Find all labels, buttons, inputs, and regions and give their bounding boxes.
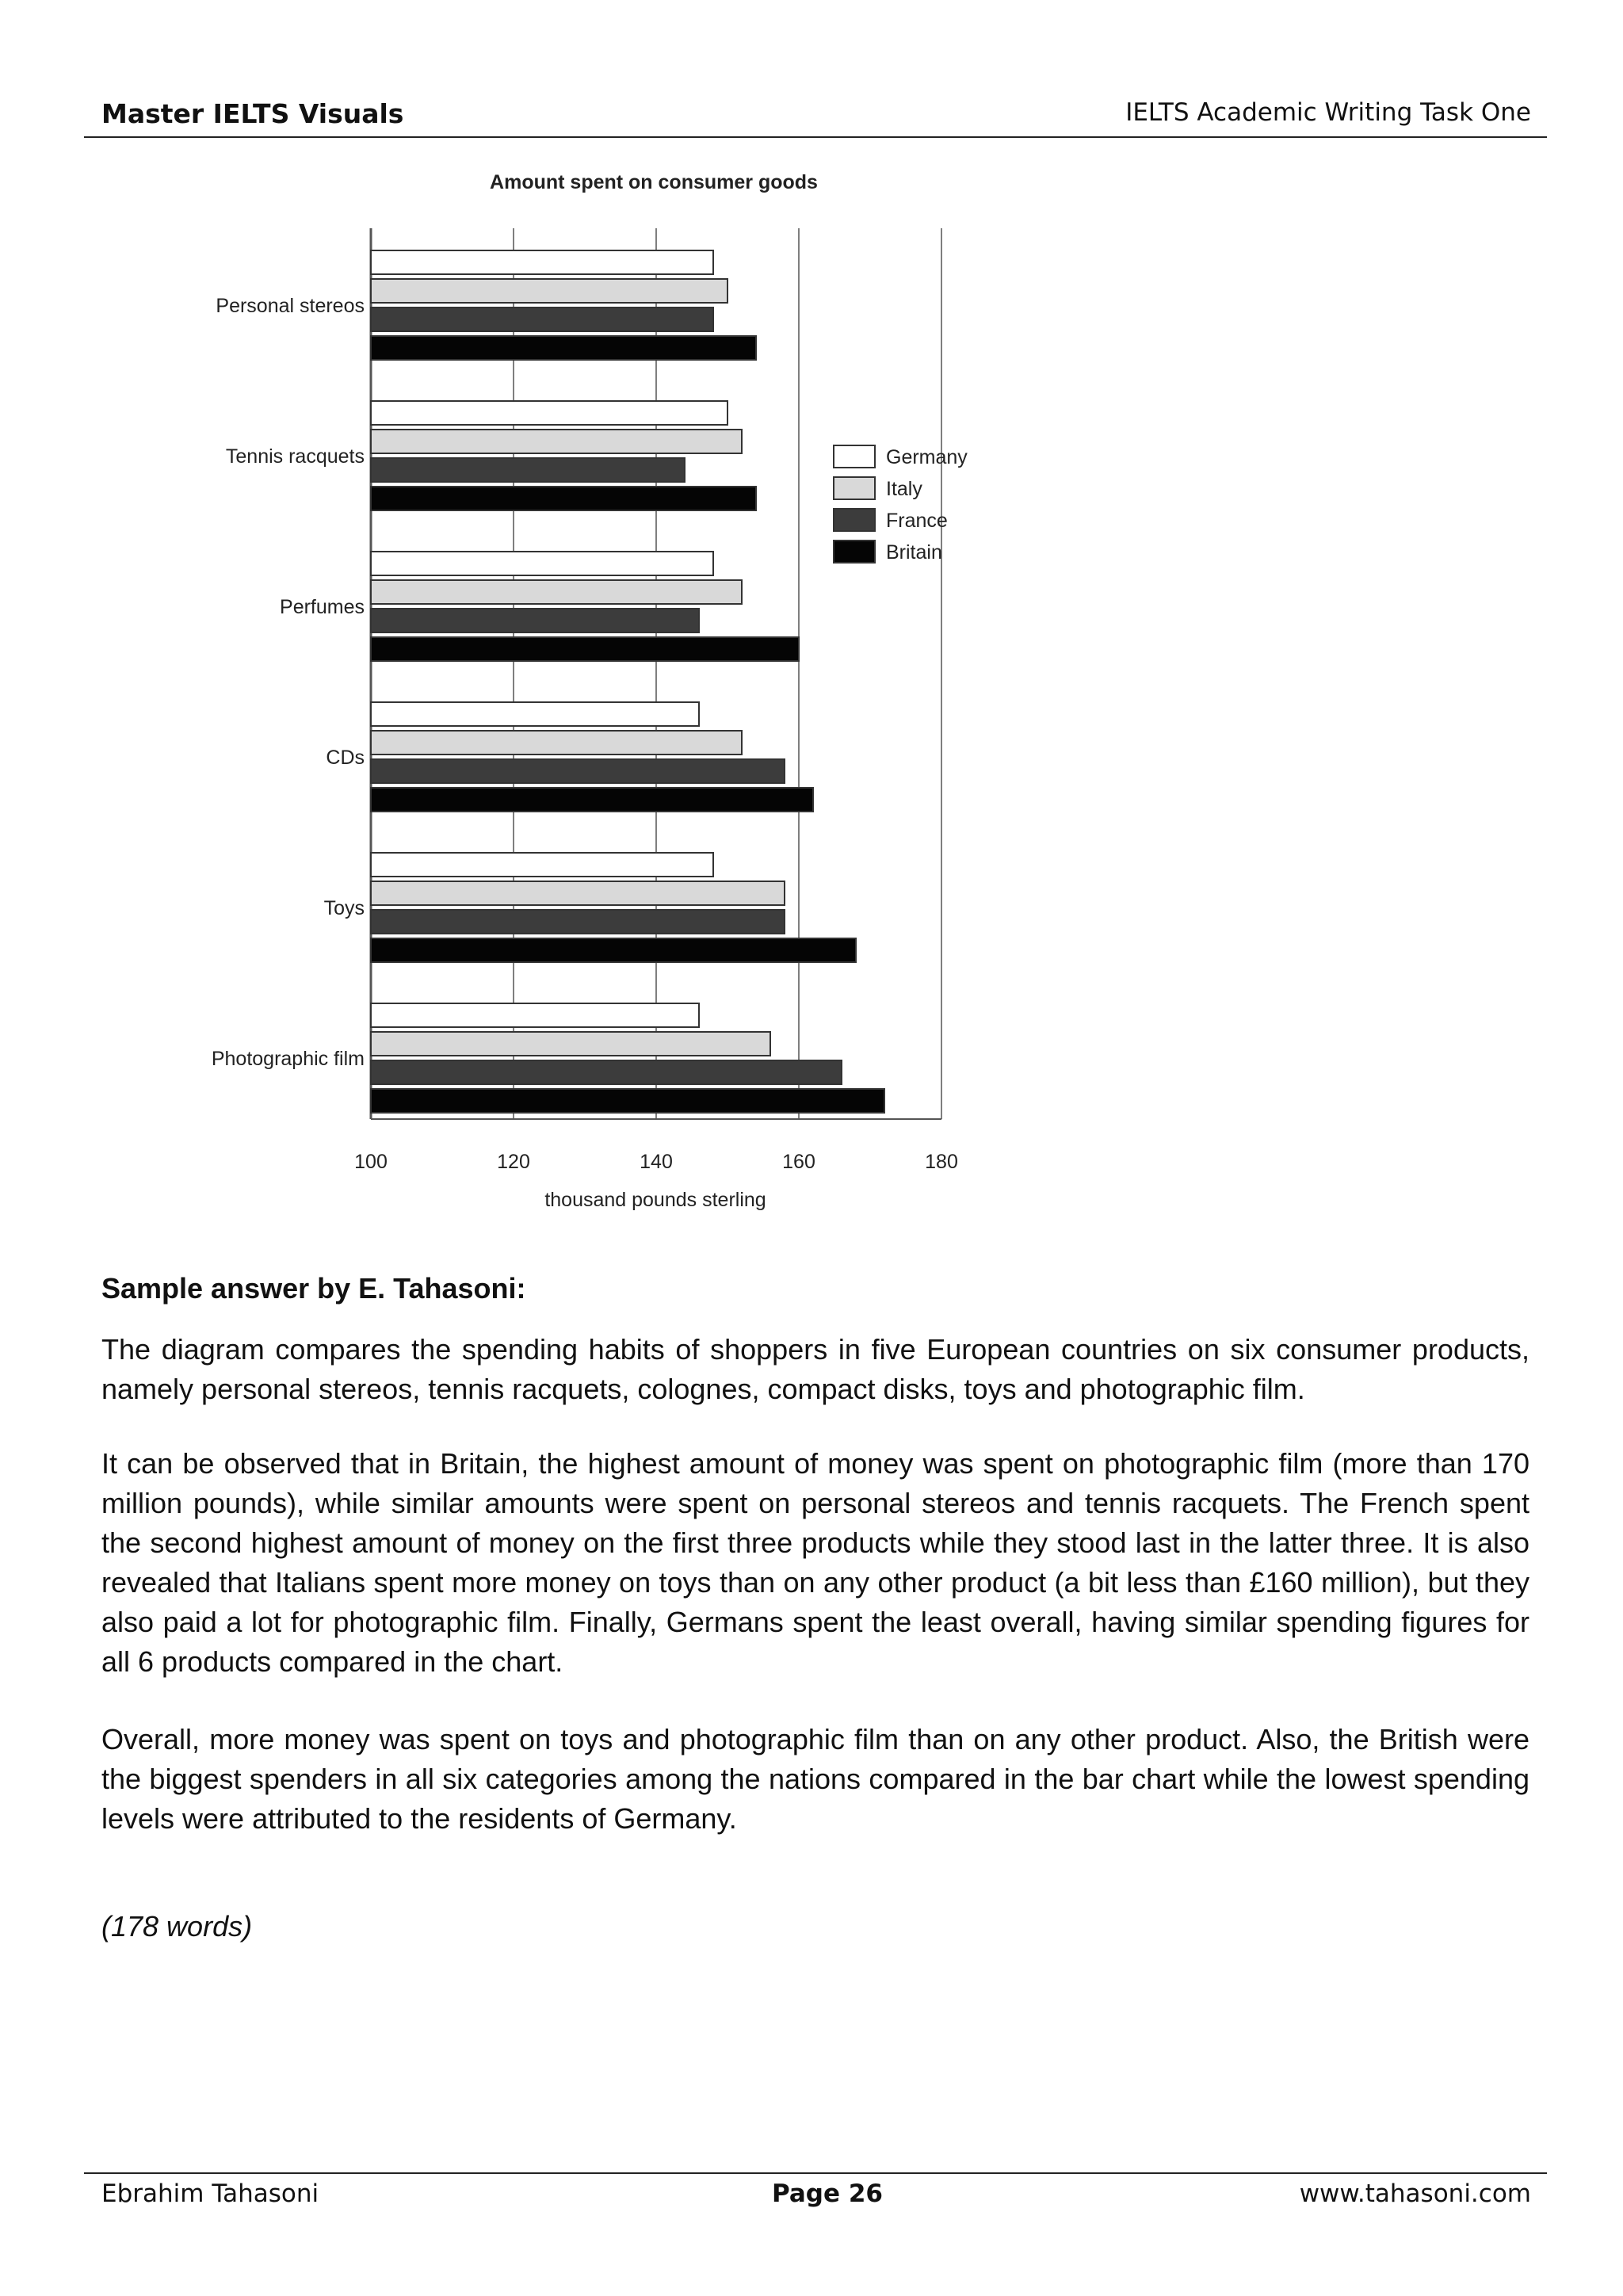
bar-britain — [371, 336, 756, 360]
legend-swatch-britain — [834, 541, 875, 563]
answer-paragraph-3: Overall, more money was spent on toys and photographic film than on any other product. Also, the British were the biggest spenders in all six categories among the nations compared in the bar chart while the lowest spending levels were attributed to the residents of Germany. — [101, 1723, 1529, 1835]
header-subtitle: IELTS Academic Writing Task One — [1125, 98, 1531, 127]
chart-grid — [371, 228, 941, 1119]
footer-page-number: Page 26 — [772, 2179, 883, 2208]
legend-swatch-germany — [834, 445, 875, 468]
bar-france — [371, 910, 785, 934]
bar-france — [371, 458, 685, 482]
bar-italy — [371, 580, 742, 604]
legend-label: France — [886, 510, 948, 532]
x-axis-label: thousand pounds sterling — [544, 1189, 766, 1211]
bar-france — [371, 759, 785, 783]
bar-germany — [371, 853, 713, 877]
x-tick-labels — [354, 1151, 958, 1173]
bar-italy — [371, 881, 785, 905]
bar-italy — [371, 1032, 770, 1056]
answer-paragraph-1: The diagram compares the spending habits of shoppers in five European countries on six consumer products, namely personal stereos, tennis racquets, colognes, compact disks, toys and photographic film. — [101, 1333, 1529, 1405]
bar-britain — [371, 938, 856, 962]
bar-france — [371, 609, 699, 632]
footer-rule — [84, 2172, 1547, 2174]
footer-website: www.tahasoni.com — [1299, 2179, 1531, 2208]
bar-germany — [371, 401, 727, 425]
bar-france — [371, 308, 713, 331]
bar-germany — [371, 1003, 699, 1027]
bar-germany — [371, 552, 713, 575]
answer-title: Sample answer by E. Tahasoni: — [101, 1272, 526, 1305]
bar-britain — [371, 1089, 884, 1113]
x-tick-label: 120 — [497, 1151, 530, 1173]
bar-germany — [371, 250, 713, 274]
category-labels — [212, 295, 365, 1070]
category-label: Perfumes — [280, 596, 365, 618]
category-label: Tennis racquets — [225, 445, 365, 468]
legend-label: Italy — [886, 478, 922, 500]
bar-britain — [371, 637, 799, 661]
legend-label: Britain — [886, 541, 942, 563]
category-label: Photographic film — [211, 1048, 365, 1070]
bar-france — [371, 1060, 842, 1084]
category-label: Toys — [323, 897, 365, 919]
chart-title: Amount spent on consumer goods — [490, 171, 818, 193]
bar-britain — [371, 788, 813, 812]
chart-legend — [834, 445, 968, 563]
x-tick-label: 180 — [925, 1151, 958, 1173]
x-tick-label: 140 — [640, 1151, 673, 1173]
category-label: Personal stereos — [216, 295, 365, 317]
header-title: Master IELTS Visuals — [101, 98, 404, 129]
legend-label: Germany — [886, 446, 968, 468]
word-count: (178 words) — [101, 1910, 253, 1943]
x-tick-label: 160 — [782, 1151, 815, 1173]
bar-britain — [371, 487, 756, 510]
bar-italy — [371, 731, 742, 755]
bar-germany — [371, 702, 699, 726]
bar-italy — [371, 279, 727, 303]
footer-author: Ebrahim Tahasoni — [101, 2179, 319, 2208]
legend-swatch-italy — [834, 477, 875, 499]
x-tick-label: 100 — [354, 1151, 388, 1173]
category-label: CDs — [326, 747, 365, 769]
bar-italy — [371, 430, 742, 453]
chart-bars — [371, 250, 884, 1113]
legend-swatch-france — [834, 509, 875, 531]
answer-paragraph-2: It can be observed that in Britain, the highest amount of money was spent on photographic film (more than 170 million pounds), while similar amounts were spent on personal stereos and tennis racquets. The French spent the second highest amount of money on the first three products while they stood last in the latter three. It is also revealed that Italians spent more money on toys than on any other product (a bit less than £160 million), but they also paid a lot for photographic film. Finally, Germans spent the least overall, having similar spending figures for all 6 products compared in the chart. — [101, 1447, 1529, 1678]
